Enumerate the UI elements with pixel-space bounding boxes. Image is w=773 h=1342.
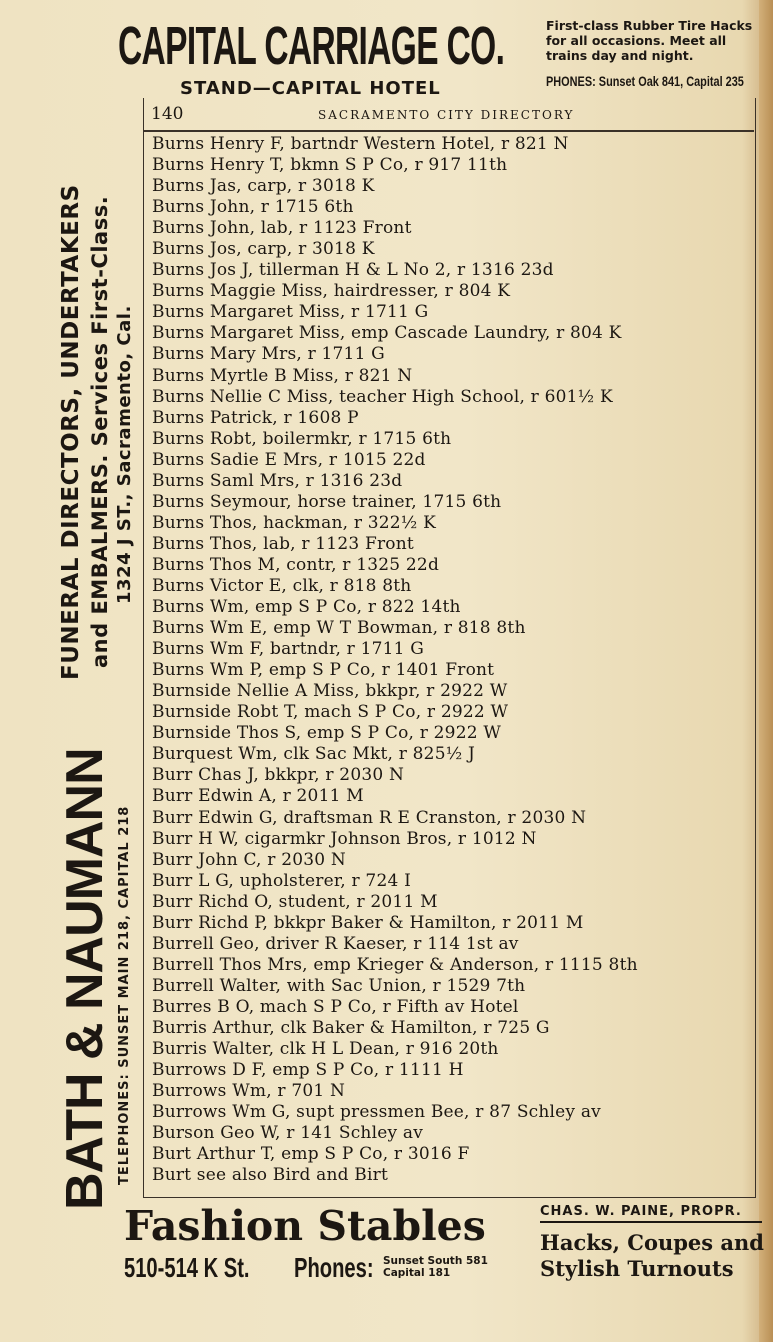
directory-entry: Burquest Wm, clk Sac Mkt, r 825½ J — [152, 744, 476, 765]
phone-line: Sunset South 581 — [383, 1255, 488, 1267]
page-header — [143, 100, 754, 132]
directory-entry: Burr Richd P, bkkpr Baker & Hamilton, r 2011 M — [152, 912, 584, 933]
service-line: Stylish Turnouts — [540, 1256, 734, 1281]
directory-entry: Burson Geo W, r 141 Schley av — [152, 1123, 424, 1144]
page-number: 140 — [151, 104, 184, 124]
directory-entry: Burns Robt, boilermkr, r 1715 6th — [152, 428, 452, 449]
directory-entry: Burns Myrtle B Miss, r 821 N — [152, 365, 413, 386]
capital-carriage-ad — [112, 8, 767, 99]
directory-entry: Burns Thos, lab, r 1123 Front — [152, 533, 414, 554]
directory-entry: Burns Jas, carp, r 3018 K — [152, 176, 375, 197]
tagline-line: for all occasions. Meet all — [546, 33, 727, 48]
fashion-stables-phones-label: Phones: — [294, 1252, 374, 1283]
directory-entry: Burt see also Bird and Birt — [152, 1165, 388, 1186]
directory-entry: Burns Wm E, emp W T Bowman, r 818 8th — [152, 618, 526, 639]
directory-entry: Burns Saml Mrs, r 1316 23d — [152, 470, 403, 491]
directory-entry: Burns John, r 1715 6th — [152, 197, 354, 218]
directory-entry: Burr Edwin A, r 2011 M — [152, 786, 364, 807]
directory-entry: Burrell Walter, with Sac Union, r 1529 7th — [152, 975, 526, 996]
directory-entry: Burris Arthur, clk Baker & Hamilton, r 725 G — [152, 1017, 550, 1038]
directory-entry: Burns Nellie C Miss, teacher High School, r 601½ K — [152, 386, 613, 407]
directory-entry: Burrell Geo, driver R Kaeser, r 114 1st av — [152, 933, 519, 954]
directory-entry: Burrows Wm, r 701 N — [152, 1081, 346, 1102]
fashion-stables-name: Fashion Stables — [124, 1202, 486, 1250]
directory-entry: Burns John, lab, r 1123 Front — [152, 218, 412, 239]
directory-entry: Burns Maggie Miss, hairdresser, r 804 K — [152, 281, 511, 302]
directory-entry: Burr H W, cigarmkr Johnson Bros, r 1012 N — [152, 828, 537, 849]
directory-entry: Burnside Robt T, mach S P Co, r 2922 W — [152, 702, 509, 723]
directory-entry: Burr John C, r 2030 N — [152, 849, 346, 870]
tagline-line: First-class Rubber Tire Hacks — [546, 18, 753, 33]
directory-entry: Burns Thos, hackman, r 322½ K — [152, 512, 436, 533]
fashion-stables-services — [540, 1230, 764, 1282]
phone-line: Capital 181 — [383, 1267, 451, 1279]
directory-entry: Burns Henry F, bartndr Western Hotel, r 821 N — [152, 134, 569, 154]
directory-entry: Burns Patrick, r 1608 P — [152, 407, 359, 428]
directory-entry: Burns Victor E, clk, r 818 8th — [152, 575, 412, 596]
directory-entry: Burnside Nellie A Miss, bkkpr, r 2922 W — [152, 681, 508, 702]
directory-entry: Burrell Thos Mrs, emp Krieger & Anderson, r 1115 8th — [152, 954, 638, 975]
directory-entry: Burns Margaret Miss, emp Cascade Laundry, r 804 K — [152, 323, 622, 344]
directory-entry: Burns Jos, carp, r 3018 K — [152, 239, 375, 260]
fashion-stables-address: 510-514 K St. — [124, 1252, 250, 1283]
directory-entry: Burres B O, mach S P Co, r Fifth av Hotel — [152, 996, 519, 1017]
directory-entry: Burr Richd O, student, r 2011 M — [152, 891, 438, 912]
directory-entry: Burns Thos M, contr, r 1325 22d — [152, 554, 440, 575]
bath-naumann-telephones: TELEPHONES: SUNSET MAIN 218, CAPITAL 218 — [117, 805, 132, 1185]
bath-naumann-services: FUNERAL DIRECTORS, UNDERTAKERS — [58, 184, 84, 680]
fashion-stables-ad — [118, 1200, 768, 1340]
directory-entry: Burns Jos J, tillerman H & L No 2, r 1316 23d — [152, 260, 554, 281]
directory-entry: Burns Seymour, horse trainer, 1715 6th — [152, 491, 502, 512]
page-edge — [759, 0, 773, 1342]
capital-carriage-stand: STAND—CAPITAL HOTEL — [180, 78, 441, 99]
running-title: SACRAMENTO CITY DIRECTORY — [318, 108, 575, 122]
bath-naumann-embalmers: and EMBALMERS. Services First-Class. — [88, 195, 112, 668]
directory-entry: Burrows Wm G, supt pressmen Bee, r 87 Schley av — [152, 1102, 601, 1123]
directory-entry: Burns Wm, emp S P Co, r 822 14th — [152, 597, 461, 618]
directory-entry: Burt Arthur T, emp S P Co, r 3016 F — [152, 1144, 470, 1165]
directory-entry: Burns Margaret Miss, r 1711 G — [152, 302, 429, 323]
fashion-stables-proprietor: CHAS. W. PAINE, PROPR. — [540, 1204, 762, 1223]
directory-entry: Burr Edwin G, draftsman R E Cranston, r 2030 N — [152, 807, 587, 828]
capital-carriage-tagline — [546, 18, 764, 63]
directory-entry: Burns Mary Mrs, r 1711 G — [152, 344, 385, 365]
directory-entry: Burns Wm P, emp S P Co, r 1401 Front — [152, 660, 495, 681]
directory-entries — [152, 134, 638, 1186]
directory-entry: Burris Walter, clk H L Dean, r 916 20th — [152, 1039, 499, 1060]
directory-entry: Burns Sadie E Mrs, r 1015 22d — [152, 449, 426, 470]
directory-entry: Burns Wm F, bartndr, r 1711 G — [152, 639, 425, 660]
directory-entry: Burns Henry T, bkmn S P Co, r 917 11th — [152, 155, 508, 176]
tagline-line: trains day and night. — [546, 48, 694, 63]
bath-naumann-address: 1324 J ST., Sacramento, Cal. — [114, 305, 135, 604]
directory-entry: Burr Chas J, bkkpr, r 2030 N — [152, 765, 405, 786]
capital-carriage-phones: PHONES: Sunset Oak 841, Capital 235 — [546, 73, 744, 89]
capital-carriage-brand: CAPITAL CARRIAGE CO. — [118, 16, 505, 76]
bath-naumann-name: BATH & NAUMANN — [56, 748, 114, 1210]
directory-entry: Burr L G, upholsterer, r 724 I — [152, 870, 411, 891]
service-line: Hacks, Coupes and — [540, 1230, 764, 1255]
directory-entry: Burrows D F, emp S P Co, r 1111 H — [152, 1060, 464, 1081]
directory-entry: Burnside Thos S, emp S P Co, r 2922 W — [152, 723, 502, 744]
fashion-stables-phones — [383, 1255, 488, 1279]
